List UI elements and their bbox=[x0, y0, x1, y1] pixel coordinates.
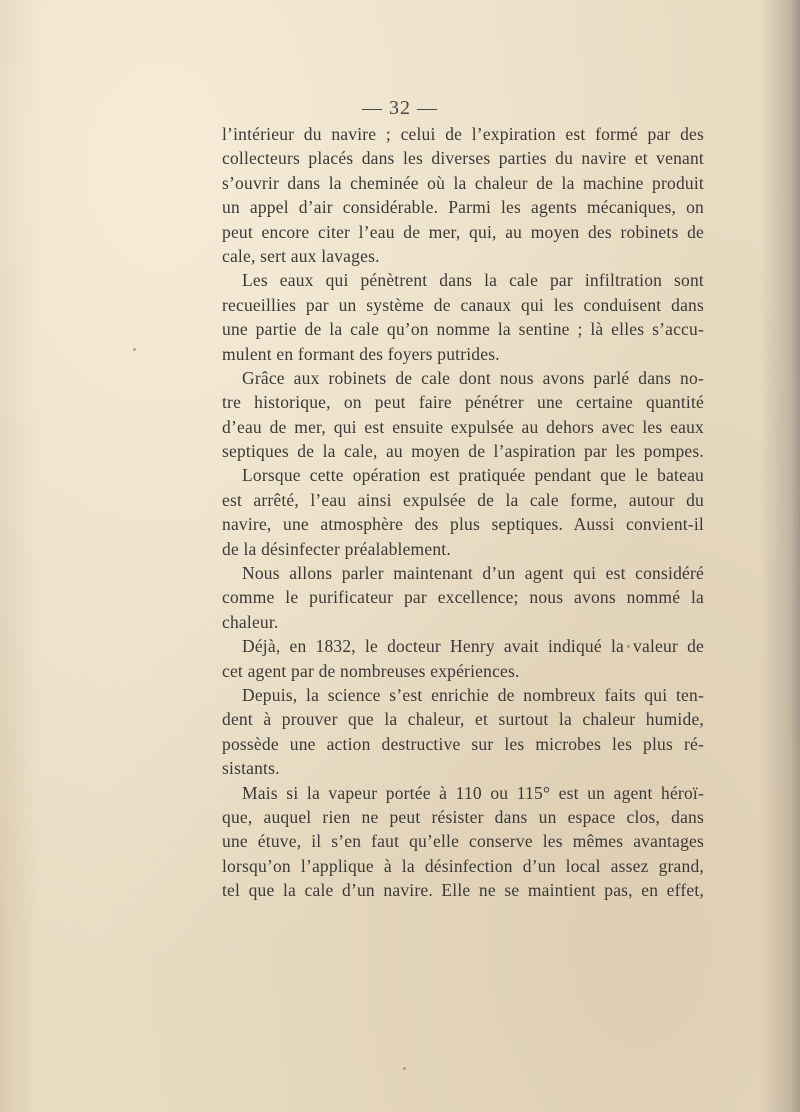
text-line: de la désinfecter préalablement. bbox=[222, 538, 451, 559]
paragraph-3 bbox=[222, 366, 704, 464]
text-line: d’eau de mer, qui est ensuite expulsée au dehors avec les eaux bbox=[222, 416, 704, 437]
text-line: navire, une atmosphère des plus septiques. Aussi convient-il bbox=[222, 514, 704, 535]
text-line: cale, sert aux lavages. bbox=[222, 245, 380, 266]
text-line: est arrêté, l’eau ainsi expulsée de la cale forme, autour du bbox=[222, 489, 704, 510]
text-line: tel que la cale d’un navire. Elle ne se maintient pas, en effet, bbox=[222, 880, 704, 901]
text-line: l’intérieur du navire ; celui de l’expiration est formé par des bbox=[222, 124, 704, 144]
text-line: Depuis, la science s’est enrichie de nombreux faits qui ten- bbox=[242, 684, 704, 705]
paragraph-4 bbox=[222, 463, 704, 561]
text-line: comme le purificateur par excellence; nous avons nommé la bbox=[222, 587, 704, 608]
text-line: dent à prouver que la chaleur, et surtout la chaleur humide, bbox=[222, 709, 704, 730]
text-line: mulent en formant des foyers putrides. bbox=[222, 343, 500, 364]
text-line: s’ouvrir dans la cheminée où la chaleur de la machine produit bbox=[222, 172, 704, 193]
text-line: un appel d’air considérable. Parmi les agents mécaniques, on bbox=[222, 197, 704, 218]
paragraph-2 bbox=[222, 268, 704, 366]
text-line: recueillies par un système de canaux qui les conduisent dans bbox=[222, 294, 704, 315]
text-line: collecteurs placés dans les diverses parties du navire et venant bbox=[222, 148, 704, 169]
text-line: tre historique, on peut faire pénétrer une certaine quantité bbox=[222, 392, 704, 413]
paper-speck bbox=[403, 1067, 406, 1070]
body-text bbox=[222, 122, 704, 903]
text-line: chaleur. bbox=[222, 611, 279, 632]
text-line: lorsqu’on l’applique à la désinfection d’un local assez grand, bbox=[222, 855, 704, 876]
paragraph-8 bbox=[222, 781, 704, 903]
paragraph-5 bbox=[222, 561, 704, 634]
text-line: cet agent par de nombreuses expériences. bbox=[222, 660, 520, 681]
text-line: Nous allons parler maintenant d’un agent qui est considéré bbox=[242, 563, 704, 584]
text-line: peut encore citer l’eau de mer, qui, au moyen des robinets de bbox=[222, 221, 704, 242]
paragraph-6 bbox=[222, 634, 704, 683]
text-line: une partie de la cale qu’on nomme la sentine ; là elles s’accu- bbox=[222, 319, 704, 340]
text-line: Lorsque cette opération est pratiquée pendant que le bateau bbox=[242, 465, 704, 486]
page-number: — 32 — bbox=[362, 97, 438, 119]
paragraph-1 bbox=[222, 122, 704, 268]
text-line: Grâce aux robinets de cale dont nous avons parlé dans no- bbox=[242, 367, 704, 388]
text-line: que, auquel rien ne peut résister dans un espace clos, dans bbox=[222, 806, 704, 827]
text-line: septiques de la cale, au moyen de l’aspiration par les pompes. bbox=[222, 441, 704, 462]
text-line: Déjà, en 1832, le docteur Henry avait indiqué la valeur de bbox=[242, 636, 704, 657]
text-line: une étuve, il s’en faut qu’elle conserve les mêmes avantages bbox=[222, 831, 704, 852]
text-line: Mais si la vapeur portée à 110 ou 115° est un agent héroï- bbox=[242, 782, 704, 803]
paper-speck bbox=[133, 348, 136, 351]
text-line: possède une action destructive sur les microbes les plus ré- bbox=[222, 733, 704, 754]
paragraph-7 bbox=[222, 683, 704, 781]
paper-speck bbox=[627, 645, 630, 648]
text-line: sistants. bbox=[222, 758, 280, 779]
text-line: Les eaux qui pénètrent dans la cale par infiltration sont bbox=[242, 270, 704, 291]
